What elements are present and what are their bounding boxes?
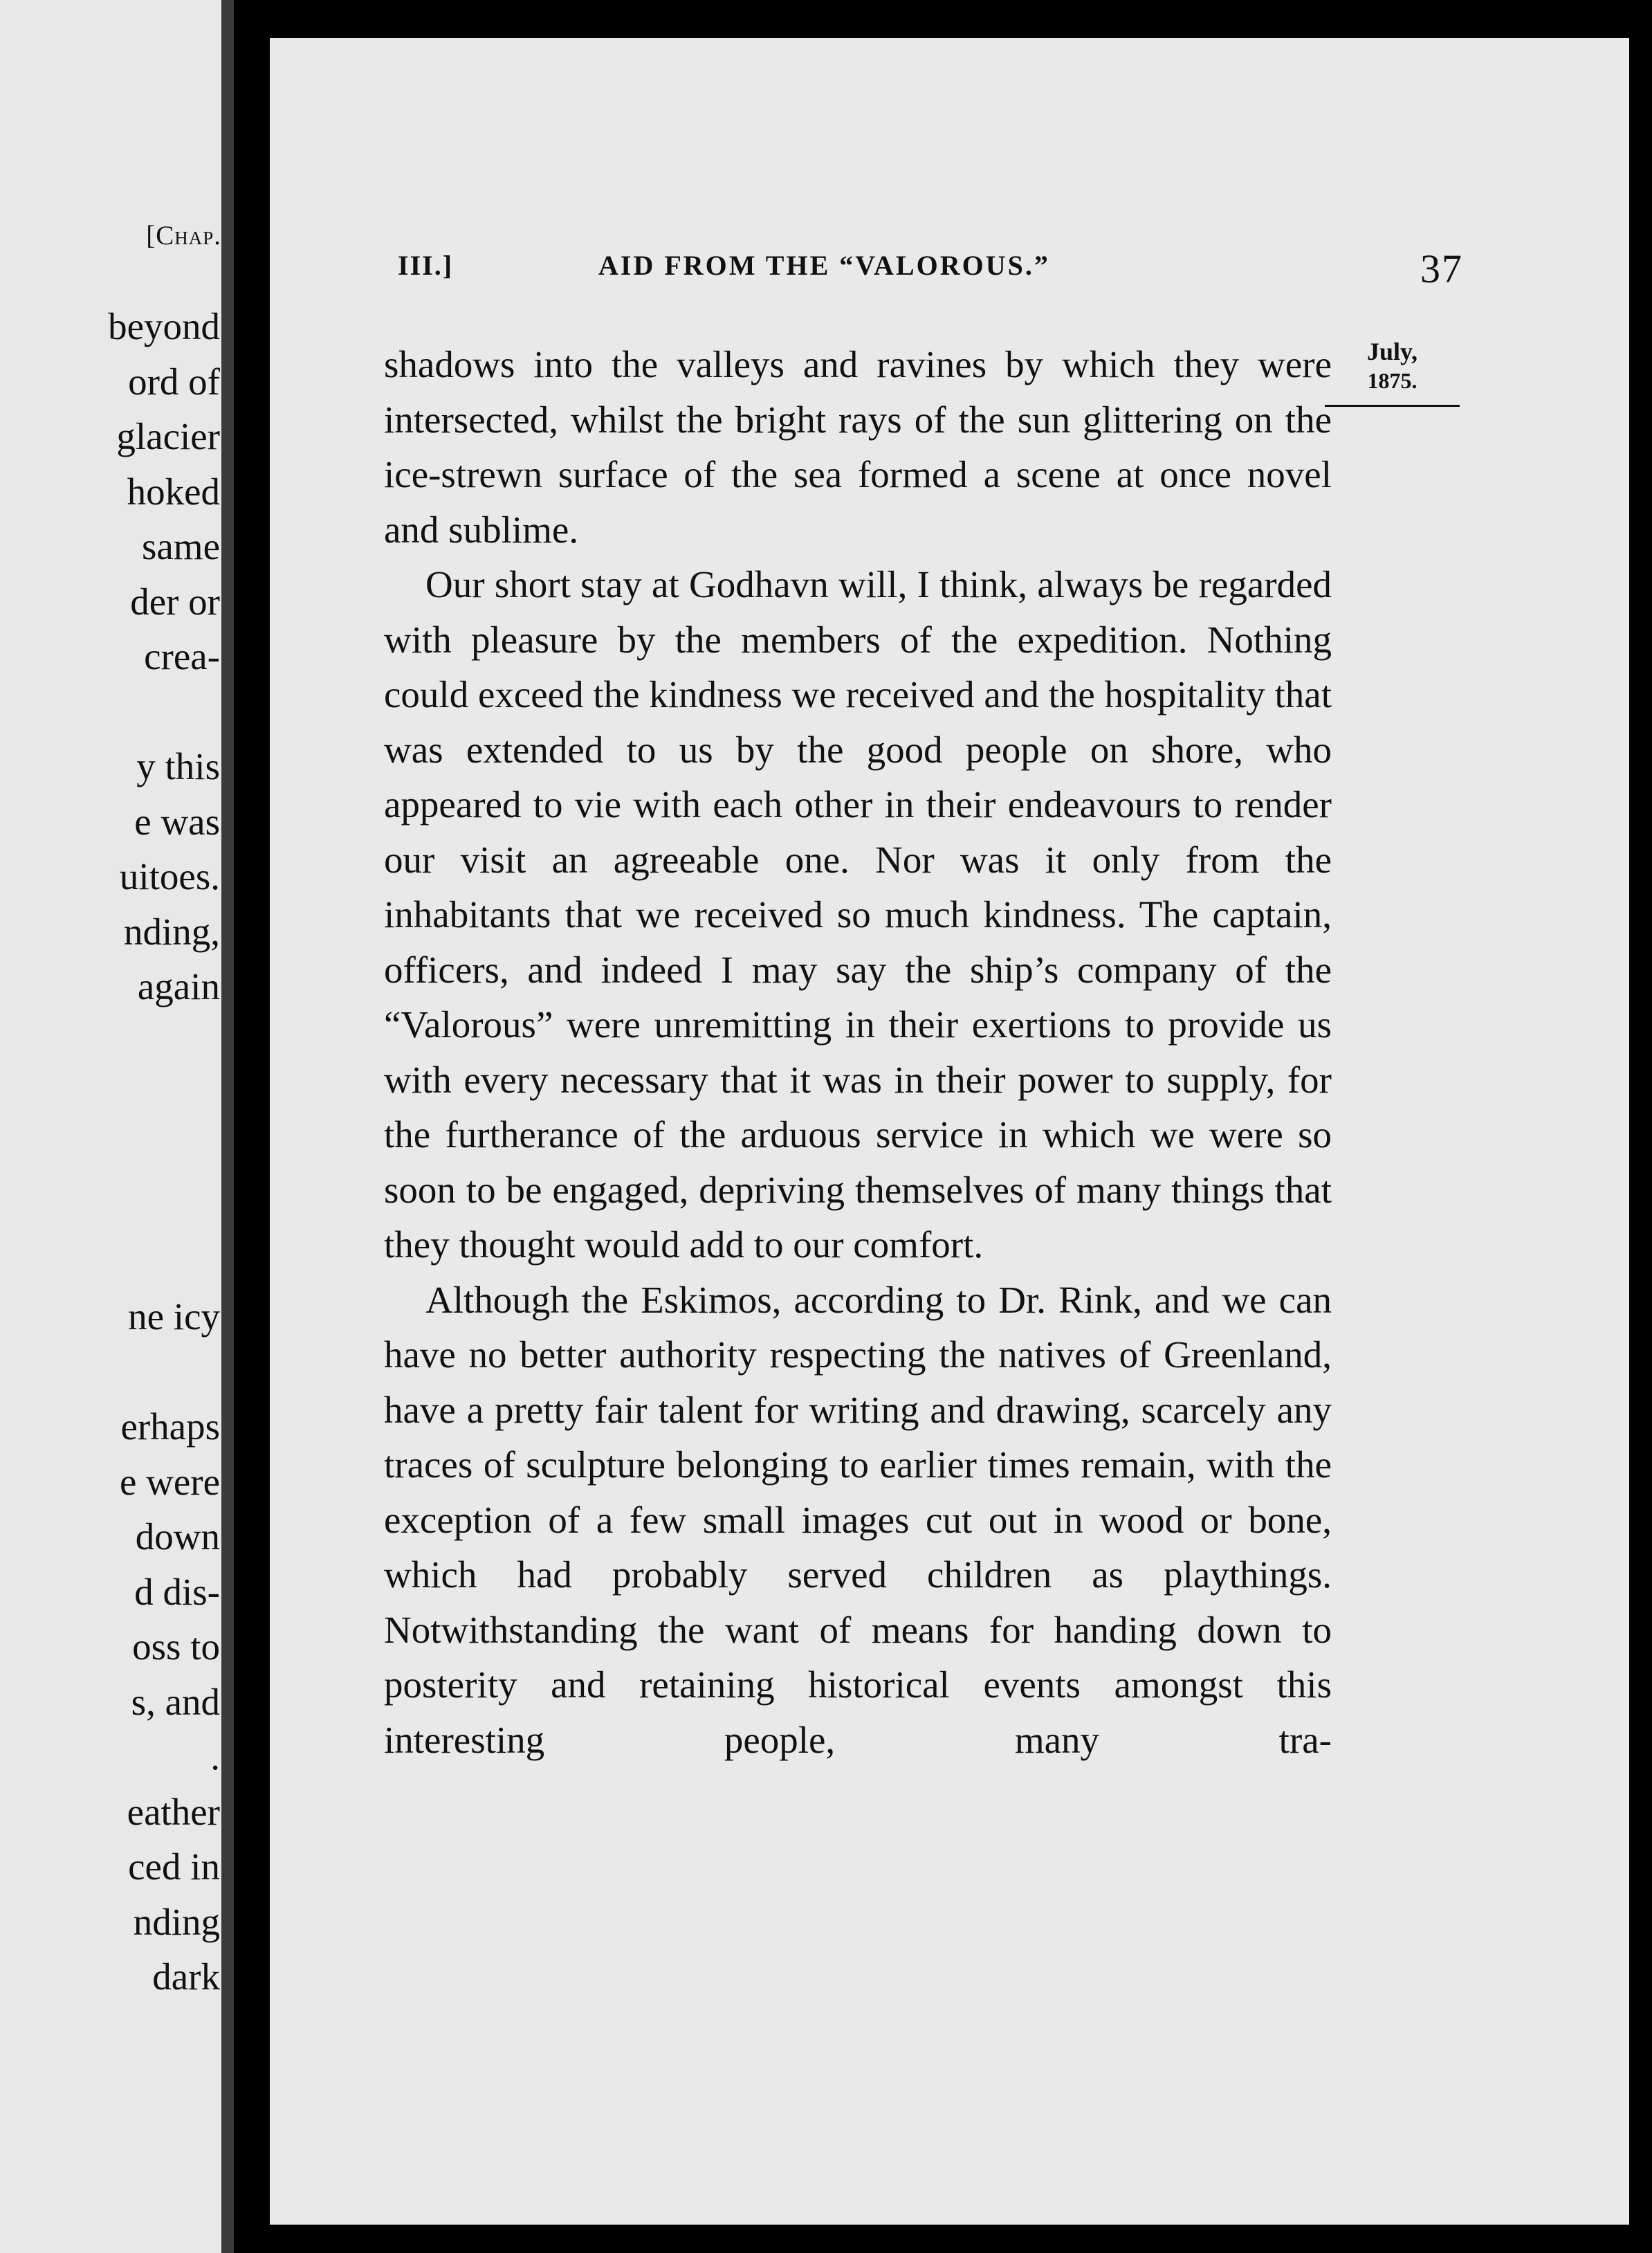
- paragraph: Although the Eskimos, according to Dr. Rink, and we can have no better authority respecting the natives of Greenland, have a pretty fair talent for writing and drawing, scarcely any traces of sculpture belonging to earlier times remain, with the exception of a few small images cut out in wood or bone, which had probably served children as playthings. Notwithstanding the want of means for handing down to posterity and retaining historical events amongst this interesting people, many tra-: [384, 1278, 1332, 1761]
- previous-page-line: dark: [152, 1955, 220, 1998]
- book-gutter: [221, 0, 234, 2253]
- body-text: [384, 337, 1332, 1767]
- running-header: [398, 246, 1463, 298]
- previous-page-line: [12, 1124, 220, 1180]
- previous-page-line: again: [137, 965, 220, 1007]
- margin-date-year: 1875.: [1367, 368, 1417, 393]
- previous-page-line: s, and: [131, 1680, 220, 1723]
- previous-page-line: [12, 1069, 220, 1124]
- previous-page-line: nding,: [123, 910, 220, 953]
- previous-page-line: ord of: [128, 360, 220, 403]
- previous-page-line: [12, 1179, 220, 1234]
- previous-page-line: [12, 1014, 220, 1070]
- paragraph: Our short stay at Godhavn will, I think, always be regarded with pleasure by the members of the expedition. Nothing could exceed the kindness we received and the hospitality that was extended to us by the good people on shore, who appeared to vie with each other in their endeavours to render our visit an agreeable one. Nor was it only from the inhabitants that we received so much kindness. The captain, officers, and indeed I may say the ship’s company of the “Valorous” were unremitting in their exertions to provide us with every necessary that it was in their power to supply, for the furtherance of the arduous service in which we were so soon to be engaged, depriving themselves of many things that they thought would add to our comfort.: [384, 563, 1332, 1266]
- previous-page-line: [12, 1234, 220, 1290]
- previous-page-line: same: [141, 525, 220, 567]
- previous-page-line: der or: [130, 580, 220, 623]
- previous-page-line: hoked: [127, 470, 220, 513]
- book-page: [270, 38, 1629, 2225]
- previous-page-line: ne icy: [128, 1295, 220, 1338]
- previous-page-text: [12, 299, 220, 2005]
- previous-page-line: uitoes.: [119, 855, 220, 897]
- previous-page-line: glacier: [116, 415, 220, 457]
- previous-page-line: ced in: [128, 1845, 220, 1888]
- previous-page-line: down: [135, 1515, 220, 1558]
- previous-page-line: [12, 684, 220, 740]
- previous-page-line: y this: [136, 745, 220, 787]
- previous-page: [0, 0, 221, 2253]
- previous-page-line: [12, 1344, 220, 1400]
- previous-page-header: [Chap.: [146, 221, 221, 250]
- running-title: AID FROM THE “VALOROUS.”: [598, 250, 1050, 281]
- previous-page-line: oss to: [132, 1625, 220, 1668]
- previous-page-line: e was: [134, 800, 220, 843]
- previous-page-line: eather: [127, 1790, 220, 1833]
- previous-page-line: erhaps: [120, 1405, 220, 1448]
- paragraph: shadows into the valleys and ravines by which they were intersected, whilst the bright rays of the sun glittering on the ice-strewn surface of the sea formed a scene at once novel and sublime.: [384, 343, 1332, 551]
- margin-date-note: [1325, 337, 1460, 407]
- previous-page-line: nding: [133, 1900, 220, 1943]
- previous-page-line: beyond: [108, 305, 220, 347]
- previous-page-line: e were: [119, 1460, 220, 1503]
- page-number: 37: [1420, 246, 1463, 291]
- chapter-label: III.]: [398, 250, 454, 281]
- previous-page-line: crea-: [144, 635, 220, 677]
- previous-page-line: .: [210, 1735, 220, 1778]
- margin-date-month: July,: [1366, 338, 1418, 365]
- previous-page-line: d dis-: [134, 1570, 220, 1613]
